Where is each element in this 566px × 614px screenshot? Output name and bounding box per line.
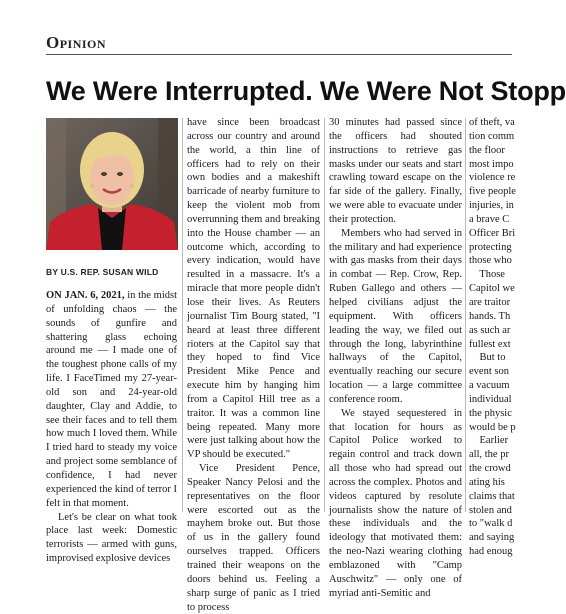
line-text: a brave C xyxy=(469,213,510,225)
paragraph-text: Let's be clear on what took place last week: Domestic terrorists — armed with guns, improvised explosive devices xyxy=(46,511,177,565)
line-text: claims that xyxy=(469,490,515,502)
column-divider xyxy=(465,118,466,512)
line-text: most impo xyxy=(469,158,514,170)
column-divider xyxy=(182,118,183,512)
line-text: the crowd xyxy=(469,463,511,475)
headline: We Were Interrupted. We Were Not Stopp xyxy=(46,76,566,106)
line-text: the floor xyxy=(469,144,505,156)
line-text: ating his xyxy=(469,476,505,488)
line-text: to "walk d xyxy=(469,518,513,530)
article-column-4 xyxy=(469,116,529,559)
line-text: of theft, va xyxy=(469,117,515,128)
column-divider xyxy=(324,118,325,512)
author-photo xyxy=(46,118,178,250)
line-text: five people xyxy=(469,186,516,198)
paragraph-text: Vice President Pence, Speaker Nancy Pelosi and the representatives on the floor were escorted out as the mayhem broke out. But those of us in the gallery found ourselves trapped. Officers trained their weapons on the doors behind us. Feeling a sharp surge of panic as I tried to process xyxy=(187,463,320,613)
line-text: as such ar xyxy=(469,324,511,336)
line-text: violence re xyxy=(469,172,516,184)
article-column-2 xyxy=(187,116,320,614)
section-rule xyxy=(46,54,512,55)
line-text: had enoug xyxy=(469,546,513,558)
line-text: stolen and xyxy=(469,504,512,516)
line-text: Officer Bri xyxy=(469,227,516,239)
line-text: all, the pr xyxy=(469,449,509,461)
line-text: Those xyxy=(469,269,505,281)
line-text: protecting xyxy=(469,241,512,253)
line-text: are traitor xyxy=(469,296,511,308)
line-text: individual xyxy=(469,393,512,405)
line-text: and saying xyxy=(469,532,515,544)
line-text: fullest ext xyxy=(469,338,511,350)
paragraph-text: in the midst of unfolding chaos — the sounds of gunfire and shattering glass echoing around me — I made one of the toughest phone calls of my life. I FaceTimed my 27-year-old son and 24-year-old daughter, Clay and Addie, to see their faces and to tell them how much I loved them. While I tried hard to steady my voice and project some semblance of confidence, I had never experienced the kind of terror I felt in that moment. xyxy=(46,290,177,509)
article-column-1 xyxy=(46,289,177,566)
line-text: But to xyxy=(469,352,506,364)
line-text: Capitol we xyxy=(469,283,515,295)
line-text: those who xyxy=(469,255,512,267)
line-text: would be p xyxy=(469,421,516,433)
line-text: injuries, in xyxy=(469,200,514,212)
paragraph-text: 30 minutes had passed since the officers had shouted instructions to retrieve gas masks under our seats and start crawling toward escape on the far side of the gallery. Finally, we were able to evacuate under their protection. xyxy=(329,117,462,225)
article-column-3 xyxy=(329,116,462,601)
paragraph-text: have since been broadcast across our country and around the world, a thin line of officers had to rely on their own bodies and a makeshift barricade of nearby furniture to keep the violent mob from overrunning them and breaking into the House chamber — an outcome which, according to every indication, would have resulted in a massacre. It's a miracle that more people didn't lose their lives. As Reuters journalist Tim Bourg stated, "I heard at least three different rioters at the Capitol say that they hoped to find Vice President Mike Pence and execute him by hanging him from a Capitol Hill tree as a traitor. It was a common line being repeated. Many more were just talking about how the VP should be executed." xyxy=(187,117,320,461)
paragraph-text: Members who had served in the military and had experience with gas masks from their days in combat — Rep. Crow, Rep. Ruben Gallego and others — helped civilians adjust the equipment. With officers leading the way, we filed out through the long, labyrinthine hallways of the Capitol, eventually reaching our secure location — a large committee conference room. xyxy=(329,227,462,405)
line-text: a vacuum xyxy=(469,380,510,392)
byline: BY U.S. REP. SUSAN WILD xyxy=(46,267,159,277)
paragraph-text: We stayed sequestered in that location for hours as Capitol Police worked to regain control and track down all those who had spread out across the complex. Photos and videos captured by resolute journalists show the nature of these individuals and the ideology that motivated them: the neo-Nazi wearing clothing emblazoned with "Camp Auschwitz" — only one of myriad anti-Semitic and xyxy=(329,407,462,599)
line-text: the physic xyxy=(469,407,512,419)
line-text: hands. Th xyxy=(469,310,511,322)
section-label: Opinion xyxy=(46,33,107,52)
line-text: tion comm xyxy=(469,130,515,142)
lead-in: ON JAN. 6, 2021, xyxy=(46,290,125,301)
line-text: Earlier xyxy=(469,435,509,447)
line-text: event son xyxy=(469,366,509,378)
